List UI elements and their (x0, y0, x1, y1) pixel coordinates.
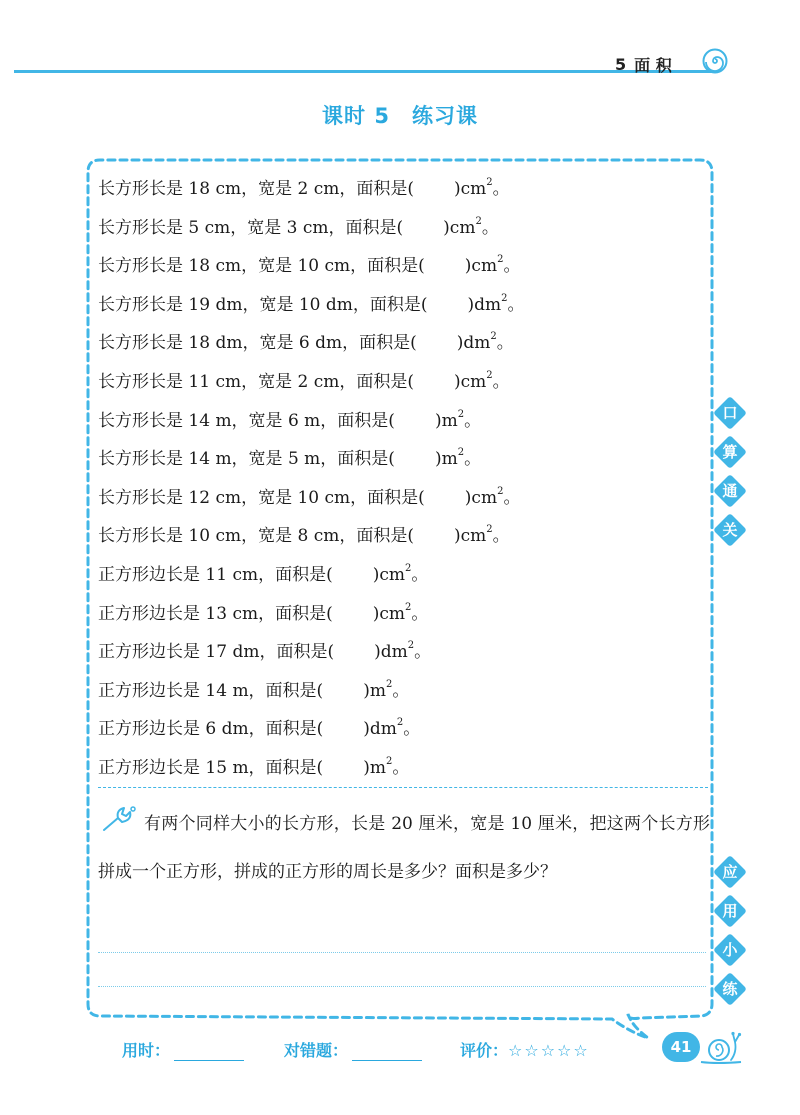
problem-unit: )m (434, 410, 458, 431)
problem-row (98, 324, 718, 363)
application-problem-text: 有两个同样大小的长方形，长是 20 厘米，宽是 10 厘米，把这两个长方形拼成一个正方形，拼成的正方形的周长是多少？面积是多少？ (98, 814, 710, 882)
unit-exponent: 2 (486, 369, 493, 381)
section-divider (98, 787, 708, 788)
unit-exponent: 2 (385, 755, 393, 767)
problem-question: 长方形长是 14 m，宽是 5 m，面积是( (98, 449, 395, 470)
unit-exponent: 2 (497, 254, 504, 266)
side-tag-label: 口 (722, 404, 738, 422)
problem-question: 长方形长是 10 cm，宽是 8 cm，面积是( (98, 526, 414, 547)
problem-row (98, 595, 718, 634)
side-tag-char (715, 437, 745, 467)
side-tag-label: 应 (722, 863, 738, 881)
problem-unit: )dm (363, 719, 397, 740)
side-tag-label: 算 (722, 443, 738, 461)
sentence-end: 。 (392, 680, 410, 701)
problem-question: 长方形长是 18 cm，宽是 2 cm，面积是( (98, 179, 414, 199)
sentence-end: 。 (392, 757, 410, 778)
problem-row (98, 633, 718, 672)
problem-unit: )m (363, 757, 386, 778)
unit-exponent: 2 (457, 447, 465, 459)
unit-exponent: 2 (475, 215, 482, 227)
unit-exponent: 2 (501, 292, 508, 304)
problem-question: 正方形边长是 11 cm，面积是( (98, 564, 333, 585)
unit-exponent: 2 (396, 717, 404, 729)
answer-line (98, 986, 706, 987)
problem-question: 正方形边长是 13 cm，面积是( (98, 603, 333, 624)
rating-label: 评价： (460, 1041, 509, 1060)
chapter-title: 面 积 (634, 55, 672, 75)
side-tag-oral (713, 398, 747, 554)
problem-question: 长方形长是 18 dm，宽是 6 dm，面积是( (98, 333, 417, 354)
problem-row (98, 517, 718, 556)
problem-question: 正方形边长是 14 m，面积是( (98, 680, 324, 701)
problem-question: 长方形长是 14 m，宽是 6 m，面积是( (98, 410, 395, 431)
problem-question: 长方形长是 5 cm，宽是 3 cm，面积是( (98, 217, 404, 238)
side-tag-char (715, 476, 745, 506)
problem-unit: )m (363, 680, 386, 701)
problem-row (98, 170, 718, 209)
problem-unit: )cm (453, 526, 487, 547)
problem-row (98, 286, 718, 325)
side-tag-char (715, 974, 745, 1004)
unit-exponent: 2 (457, 408, 465, 420)
chapter-number: 5 (615, 54, 627, 74)
side-tag-label: 练 (722, 980, 738, 998)
correct-blank[interactable] (352, 1044, 422, 1061)
unit-exponent: 2 (385, 678, 393, 690)
unit-exponent: 2 (490, 331, 497, 343)
problem-unit: )cm (372, 603, 405, 624)
side-tag-char (715, 515, 745, 545)
problem-row (98, 556, 718, 595)
problem-question: 长方形长是 19 dm，宽是 10 dm，面积是( (98, 294, 428, 315)
side-tag-label: 通 (722, 482, 738, 500)
problem-unit: )dm (456, 333, 491, 354)
problem-unit: )cm (464, 256, 498, 277)
problem-unit: )cm (443, 217, 476, 238)
sentence-end: 。 (481, 217, 499, 238)
problem-unit: )dm (467, 294, 502, 315)
problem-unit: )dm (374, 642, 408, 663)
sentence-end: 。 (503, 487, 521, 508)
problem-question: 长方形长是 18 cm，宽是 10 cm，面积是( (98, 256, 425, 277)
side-tag-char (715, 857, 745, 887)
sentence-end: 。 (464, 449, 482, 470)
side-tag-apply (713, 857, 747, 1013)
side-tag-label: 用 (722, 902, 738, 920)
sentence-end: 。 (492, 371, 510, 392)
sentence-end: 。 (492, 179, 510, 199)
sentence-end: 。 (464, 410, 482, 431)
problem-question: 长方形长是 11 cm，宽是 2 cm，面积是( (98, 371, 414, 392)
correct-label: 对错题： (284, 1041, 349, 1060)
problem-question: 长方形长是 12 cm，宽是 10 cm，面积是( (98, 487, 425, 508)
side-tag-label: 小 (722, 941, 738, 959)
unit-exponent: 2 (407, 640, 415, 652)
problem-question: 正方形边长是 17 dm，面积是( (98, 642, 335, 663)
rating-field (460, 1038, 590, 1061)
time-label: 用时： (122, 1041, 171, 1060)
side-tag-char (715, 398, 745, 428)
problem-row (98, 479, 718, 518)
unit-exponent: 2 (497, 485, 504, 497)
unit-exponent: 2 (405, 601, 412, 613)
footer-evaluation (122, 1038, 642, 1068)
sentence-end: 。 (507, 294, 525, 315)
problem-question: 正方形边长是 6 dm，面积是( (98, 719, 324, 740)
side-tag-char (715, 896, 745, 926)
answer-line (98, 952, 706, 953)
sentence-end: 。 (414, 642, 432, 663)
problem-row (98, 209, 718, 248)
sentence-end: 。 (496, 333, 514, 354)
sentence-end: 。 (492, 526, 510, 547)
problem-question: 正方形边长是 15 m，面积是( (98, 757, 324, 778)
sentence-end: 。 (403, 719, 421, 740)
rating-stars[interactable]: ☆☆☆☆☆ (508, 1041, 590, 1060)
problem-unit: )cm (453, 179, 487, 199)
correct-field[interactable] (284, 1038, 422, 1061)
side-tag-label: 关 (722, 521, 738, 539)
sentence-end: 。 (411, 603, 429, 624)
time-field[interactable] (122, 1038, 244, 1061)
sentence-end: 。 (503, 256, 521, 277)
unit-exponent: 2 (486, 177, 493, 188)
problem-unit: )cm (372, 564, 405, 585)
problem-row (98, 402, 718, 441)
problem-unit: )cm (464, 487, 498, 508)
lesson-title: 课时 5 练习课 (322, 104, 478, 128)
problem-row (98, 672, 718, 711)
oral-calculation-list (98, 170, 718, 788)
problem-row (98, 710, 718, 749)
problem-row (98, 440, 718, 479)
problem-row (98, 363, 718, 402)
problem-row (98, 247, 718, 286)
problem-row (98, 749, 718, 788)
sentence-end: 。 (411, 564, 429, 585)
unit-exponent: 2 (405, 562, 412, 574)
problem-unit: )m (434, 449, 458, 470)
time-blank[interactable] (174, 1044, 244, 1061)
snail-icon (697, 1030, 747, 1066)
side-tag-char (715, 935, 745, 965)
unit-exponent: 2 (486, 524, 493, 536)
page-number: 41 (662, 1032, 700, 1062)
problem-unit: )cm (453, 371, 487, 392)
